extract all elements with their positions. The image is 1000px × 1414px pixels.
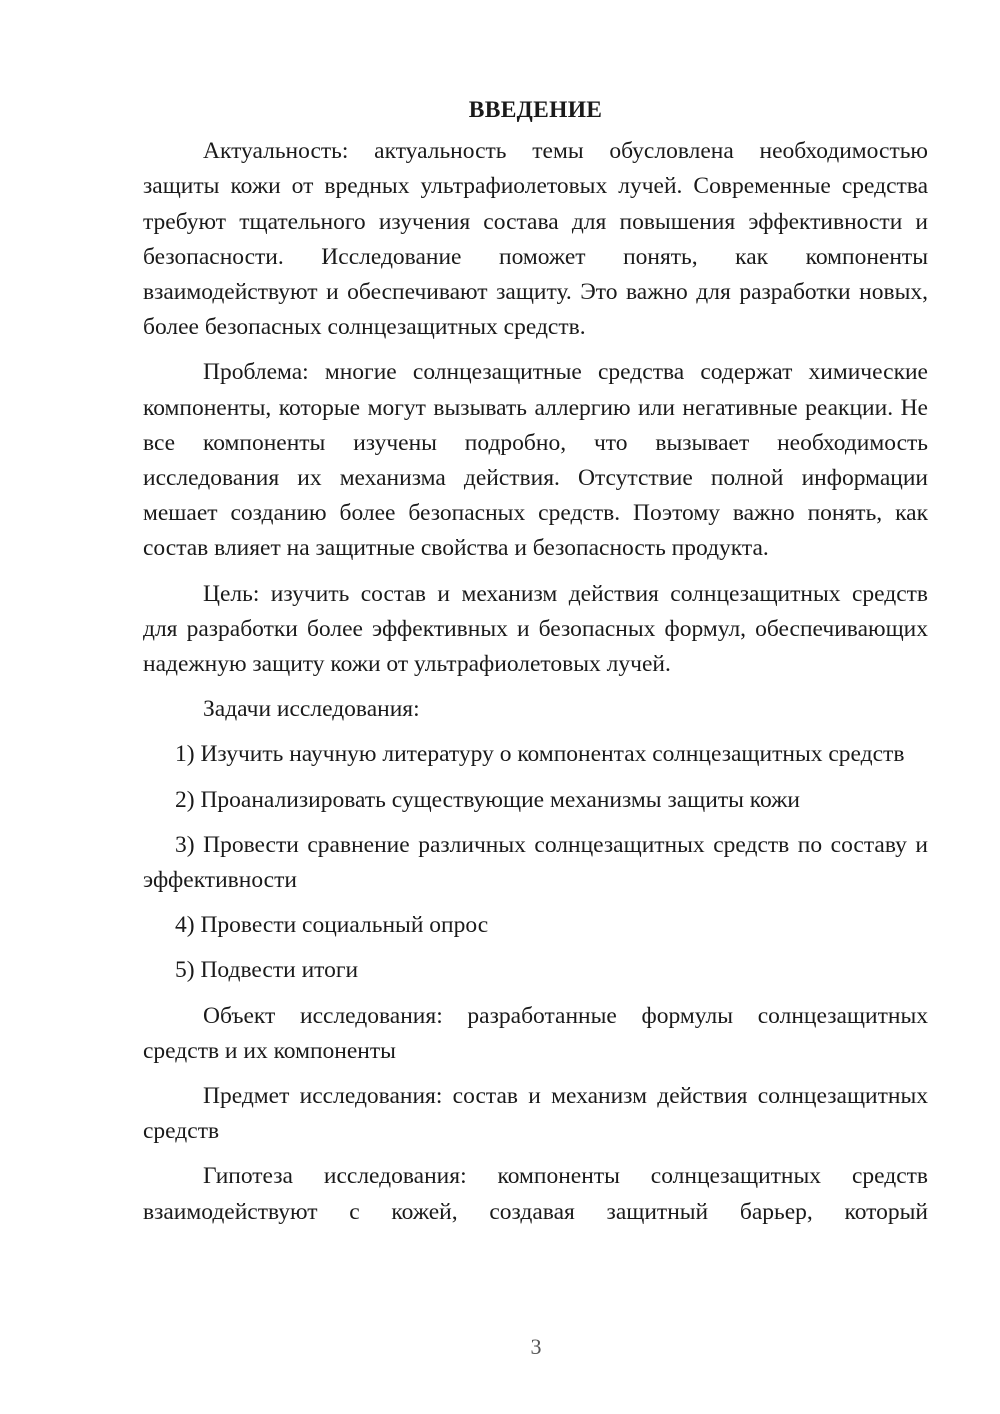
subject-paragraph: Предмет исследования: состав и механизм действия солнцезащитных средств [143,1083,928,1145]
page-number: 3 [530,1334,542,1359]
relevance-paragraph: Актуальность: актуальность темы обусловлена необходимостью защиты кожи от вредных ультрафиолетовых лучей. Современные средства требуют тщательного изучения состава для повышения эффективности и безопасности. Исследование поможет понять, как компоненты взаимодействуют и обеспечивают защиту. Это важно для разработки новых, более безопасных солнцезащитных средств. [143,138,928,341]
task-item: 3) Провести сравнение различных солнцезащитных средств по составу и эффективности [143,831,928,894]
problem-paragraph: Проблема: многие солнцезащитные средства содержат химические компоненты, которые могут вызывать аллергию или негативные реакции. Не все компоненты изучены подробно, что вызывает необходимость исследования их механизма действия. Отсутствие полной информации мешает созданию более безопасных средств. Поэтому важно понять, как состав влияет на защитные свойства и безопасность продукта. [143,359,928,562]
task-item: 4) Провести социальный опрос [175,912,489,939]
task-item: 1) Изучить научную литературу о компонентах солнцезащитных средств [175,741,905,768]
goal-paragraph: Цель: изучить состав и механизм действия солнцезащитных средств для разработки более эффективных и безопасных формул, обеспечивающих надежную защиту кожи от ультрафиолетовых лучей. [143,580,928,678]
task-item: 5) Подвести итоги [175,957,359,984]
page-title: ВВЕДЕНИЕ [468,97,603,123]
task-item: 2) Проанализировать существующие механизмы защиты кожи [175,786,800,813]
object-paragraph: Объект исследования: разработанные формулы солнцезащитных средств и их компоненты [143,1002,928,1064]
tasks-heading: Задачи исследования: [203,696,420,723]
hypothesis-paragraph: Гипотеза исследования: компоненты солнцезащитных средств взаимодействуют с кожей, создавая защитный барьер, который [143,1163,928,1225]
page-content [143,93,928,1240]
